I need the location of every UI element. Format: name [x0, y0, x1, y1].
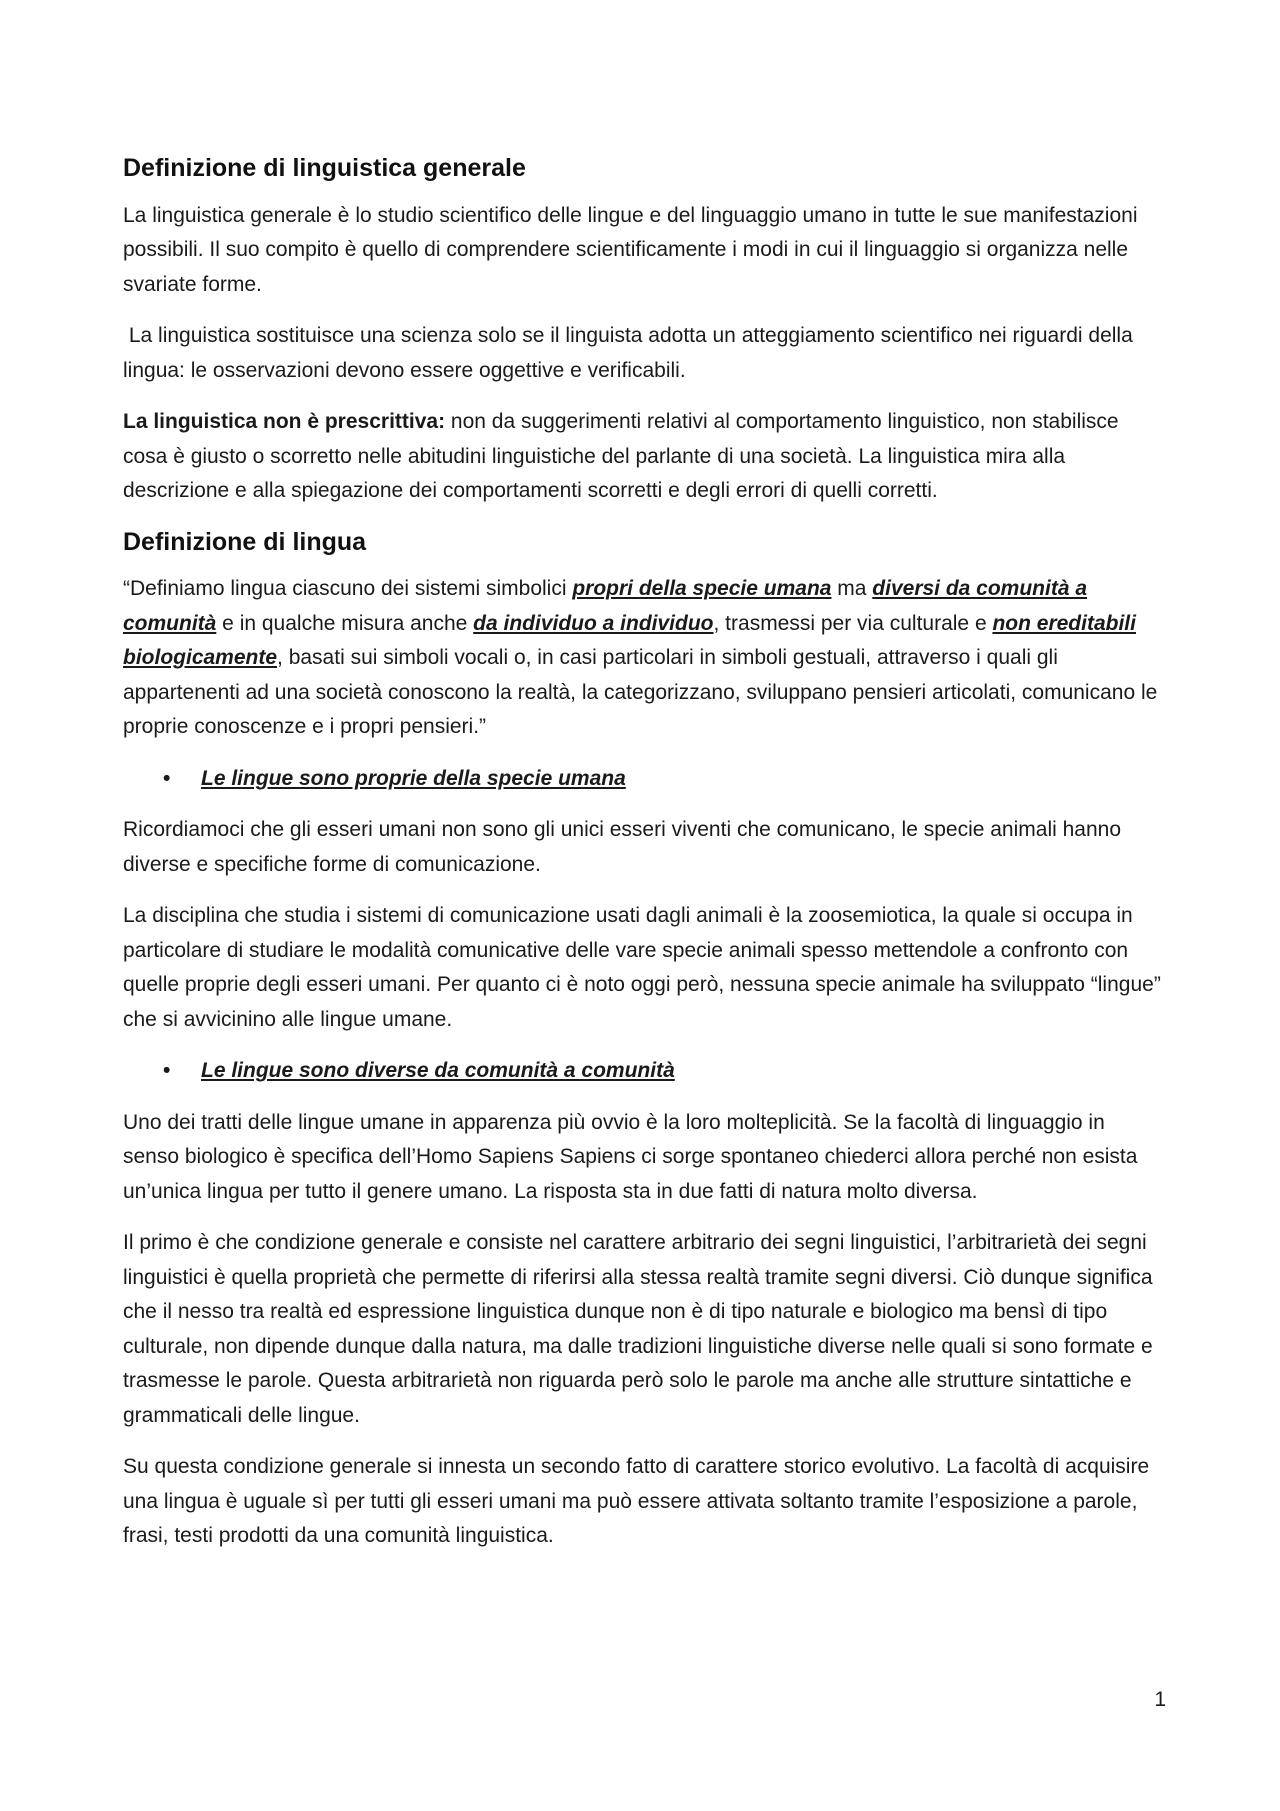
quote-text: , trasmessi per via culturale e: [713, 611, 993, 635]
document-page: [123, 152, 1163, 1571]
bold-lead: La linguistica non è prescrittiva:: [123, 410, 446, 433]
bullet-item: [163, 1054, 1163, 1089]
emphasis-propri: propri della specie umana: [572, 577, 832, 600]
emphasis-individuo: da individuo a individuo: [473, 611, 714, 635]
quote-text: , basati sui simboli vocali o, in casi particolari in simboli gestuali, attraverso i quali gli appartenenti ad una società conoscono la realtà, la categorizzano, sviluppano pensieri articolati, comunicano le proprie conoscenze e i propri pensieri.”: [123, 646, 1158, 738]
heading-linguistica-generale: Definizione di linguistica generale: [123, 154, 526, 182]
paragraph-molteplicita: Uno dei tratti delle lingue umane in apparenza più ovvio è la loro molteplicità. Se la facoltà di linguaggio in senso biologico è specifica dell’Homo Sapiens Sapiens ci sorge spontaneo chiederci allora perché non esista un’unica lingua per tutto il genere umano. La risposta sta in due fatti di natura molto diversa.: [123, 1110, 1138, 1203]
page-number: 1: [1154, 1688, 1166, 1711]
paragraph-quote: [123, 572, 1163, 745]
paragraph-non-prescrittiva: [123, 405, 1163, 509]
paragraph-scienza: La linguistica sostituisce una scienza solo se il linguista adotta un atteggiamento scientifico nei riguardi della lingua: le osservazioni devono essere oggettive e verificabili.: [123, 324, 1139, 382]
heading-definizione-lingua: Definizione di lingua: [123, 527, 367, 556]
paragraph-esseri-umani: Ricordiamoci che gli esseri umani non sono gli unici esseri viventi che comunicano, le specie animali hanno diverse e specifiche forme di comunicazione.: [123, 818, 1122, 876]
emphasis-diversi: diversi da comunità a comunità: [123, 577, 1088, 635]
quote-text: “Definiamo lingua ciascuno dei sistemi simbolici: [123, 577, 573, 600]
bullet-icon: •: [163, 1059, 171, 1082]
quote-text: e in qualche misura anche: [216, 611, 474, 635]
emphasis-non-ereditabili: non ereditabili biologicamente: [123, 611, 1136, 669]
quote-text: ma: [831, 577, 873, 600]
bullet-text-comunita: Le lingue sono diverse da comunità a comunità: [201, 1059, 675, 1082]
paragraph-zoosemiotica: La disciplina che studia i sistemi di comunicazione usati dagli animali è la zoosemiotica, la quale si occupa in particolare di studiare le modalità comunicative delle vare specie animali spesso mettendole a confronto con quelle proprie degli esseri umani. Per quanto ci è noto oggi però, nessuna specie animale ha sviluppato “lingue” che si avvicinino alle lingue umane.: [123, 904, 1161, 1031]
paragraph-arbitrarieta: Il primo è che condizione generale e consiste nel carattere arbitrario dei segni linguistici, l’arbitrarietà dei segni linguistici è quella proprietà che permette di riferirsi alla stessa realtà tramite segni diversi. Ciò dunque significa che il nesso tra realtà ed espressione linguistica dunque non è di tipo naturale e biologico ma bensì di tipo culturale, non dipende dunque dalla natura, ma dalle tradizioni linguistiche diverse nelle quali si sono formate e trasmesse le parole. Questa arbitrarietà non riguarda però solo le parole ma anche alle strutture sintattiche e grammaticali delle lingue.: [123, 1231, 1153, 1427]
bullet-item: [163, 762, 1163, 797]
paragraph-text: non da suggerimenti relativi al comportamento linguistico, non stabilisce cosa è giusto o scorretto nelle abitudini linguistiche del parlante di una società. La linguistica mira alla descrizione e alla spiegazione dei comportamenti scorretti e degli errori di quelli corretti.: [123, 410, 1119, 502]
bullet-icon: •: [163, 766, 171, 790]
paragraph-storico-evolutivo: Su questa condizione generale si innesta un secondo fatto di carattere storico evolutivo. La facoltà di acquisire una lingua è uguale sì per tutti gli esseri umani ma può essere attivata soltanto tramite l’esposizione a parole, frasi, testi prodotti da una comunità linguistica.: [123, 1455, 1150, 1547]
paragraph-definition: La linguistica generale è lo studio scientifico delle lingue e del linguaggio umano in tutte le sue manifestazioni possibili. Il suo compito è quello di comprendere scientificamente i modi in cui il linguaggio si organizza nelle svariate forme.: [123, 203, 1138, 296]
bullet-text-specie-umana: Le lingue sono proprie della specie umana: [201, 766, 626, 790]
